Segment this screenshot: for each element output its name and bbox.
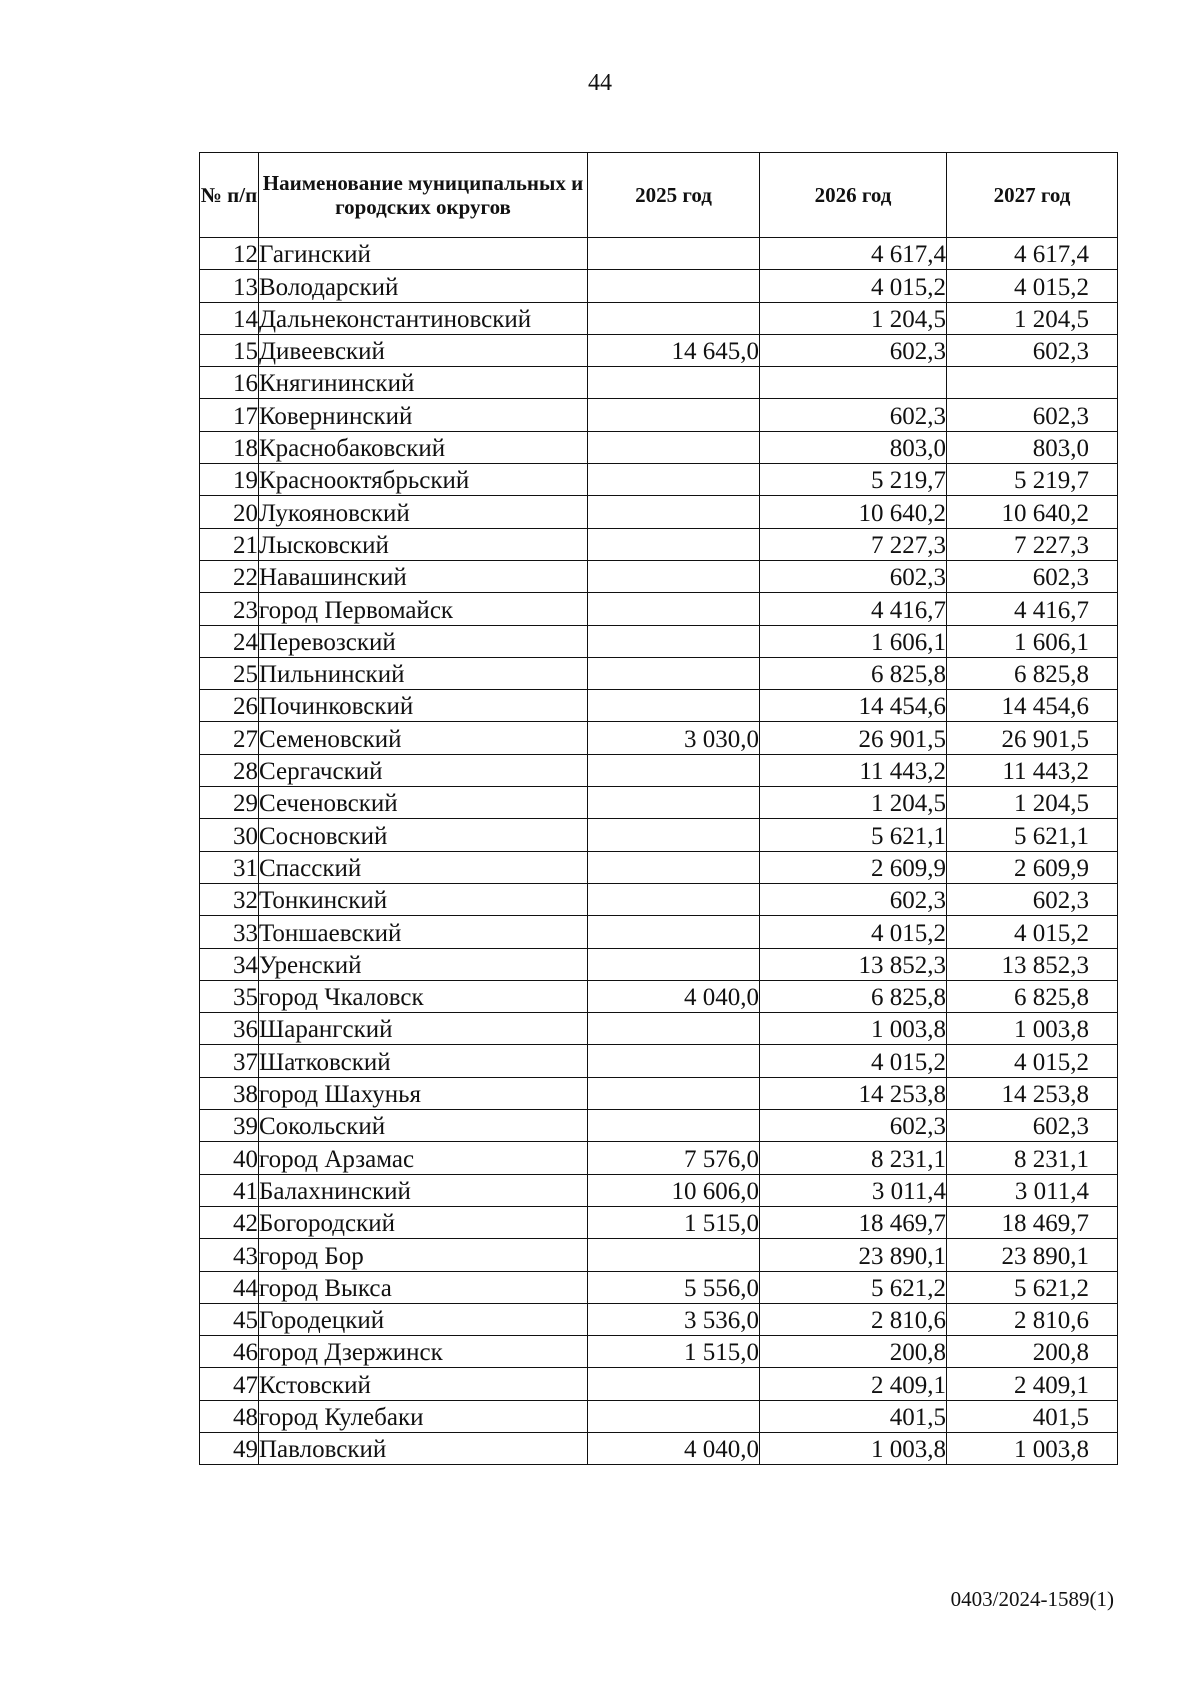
- value-2025: 5 556,0: [588, 1271, 760, 1303]
- table-row: [200, 1336, 1118, 1368]
- table-row: [200, 302, 1118, 334]
- row-number: 27: [200, 722, 259, 754]
- value-2027: 2 810,6: [947, 1303, 1118, 1335]
- row-number: 18: [200, 431, 259, 463]
- header-2026: 2026 год: [760, 153, 947, 238]
- value-2025: 14 645,0: [588, 334, 760, 366]
- row-number: 36: [200, 1013, 259, 1045]
- value-2026: 8 231,1: [760, 1142, 947, 1174]
- district-name: Спасский: [259, 851, 588, 883]
- value-2026: 14 253,8: [760, 1077, 947, 1109]
- header-number: № п/п: [200, 153, 259, 238]
- document-code: 0403/2024-1589(1): [950, 1587, 1114, 1611]
- value-2025: [588, 1013, 760, 1045]
- table-row: [200, 754, 1118, 786]
- header-2025: 2025 год: [588, 153, 760, 238]
- district-name: Дивеевский: [259, 334, 588, 366]
- row-number: 31: [200, 851, 259, 883]
- row-number: 47: [200, 1368, 259, 1400]
- row-number: 13: [200, 270, 259, 302]
- row-number: 32: [200, 883, 259, 915]
- value-2027: 14 454,6: [947, 690, 1118, 722]
- table-row: [200, 1045, 1118, 1077]
- value-2026: 3 011,4: [760, 1174, 947, 1206]
- value-2026: 1 003,8: [760, 1432, 947, 1464]
- value-2025: [588, 883, 760, 915]
- district-name: Тонкинский: [259, 883, 588, 915]
- table-body: [200, 238, 1118, 1465]
- value-2026: 6 825,8: [760, 980, 947, 1012]
- value-2026: 602,3: [760, 334, 947, 366]
- table-row: [200, 1368, 1118, 1400]
- value-2027: 602,3: [947, 883, 1118, 915]
- value-2025: [588, 625, 760, 657]
- value-2026: 5 219,7: [760, 464, 947, 496]
- district-name: город Дзержинск: [259, 1336, 588, 1368]
- value-2027: 4 015,2: [947, 1045, 1118, 1077]
- district-name: Лысковский: [259, 528, 588, 560]
- value-2027: 6 825,8: [947, 657, 1118, 689]
- value-2026: 4 015,2: [760, 916, 947, 948]
- value-2025: 3 030,0: [588, 722, 760, 754]
- district-name: Ковернинский: [259, 399, 588, 431]
- value-2025: [588, 1077, 760, 1109]
- table-row: [200, 1206, 1118, 1238]
- value-2027: 11 443,2: [947, 754, 1118, 786]
- value-2025: [588, 948, 760, 980]
- value-2025: [588, 916, 760, 948]
- district-name: город Бор: [259, 1239, 588, 1271]
- value-2027: 7 227,3: [947, 528, 1118, 560]
- district-name: Кстовский: [259, 1368, 588, 1400]
- value-2025: [588, 819, 760, 851]
- district-name: Тоншаевский: [259, 916, 588, 948]
- value-2027: 602,3: [947, 399, 1118, 431]
- district-name: город Выкса: [259, 1271, 588, 1303]
- district-name: город Кулебаки: [259, 1400, 588, 1432]
- value-2027: 18 469,7: [947, 1206, 1118, 1238]
- row-number: 22: [200, 560, 259, 592]
- table-row: [200, 1271, 1118, 1303]
- value-2025: 4 040,0: [588, 1432, 760, 1464]
- value-2025: [588, 1045, 760, 1077]
- value-2027: [947, 367, 1118, 399]
- table-row: [200, 1400, 1118, 1432]
- value-2026: 18 469,7: [760, 1206, 947, 1238]
- district-name: город Первомайск: [259, 593, 588, 625]
- value-2027: 5 219,7: [947, 464, 1118, 496]
- value-2025: [588, 754, 760, 786]
- table-row: [200, 657, 1118, 689]
- row-number: 41: [200, 1174, 259, 1206]
- row-number: 16: [200, 367, 259, 399]
- value-2027: 14 253,8: [947, 1077, 1118, 1109]
- row-number: 38: [200, 1077, 259, 1109]
- value-2027: 4 015,2: [947, 270, 1118, 302]
- row-number: 24: [200, 625, 259, 657]
- value-2026: 1 606,1: [760, 625, 947, 657]
- row-number: 26: [200, 690, 259, 722]
- value-2026: 4 617,4: [760, 238, 947, 270]
- row-number: 49: [200, 1432, 259, 1464]
- row-number: 43: [200, 1239, 259, 1271]
- value-2025: [588, 399, 760, 431]
- row-number: 14: [200, 302, 259, 334]
- value-2025: [588, 1239, 760, 1271]
- value-2025: [588, 464, 760, 496]
- district-name: Навашинский: [259, 560, 588, 592]
- table-row: [200, 690, 1118, 722]
- district-name: Пильнинский: [259, 657, 588, 689]
- value-2026: 401,5: [760, 1400, 947, 1432]
- value-2027: 5 621,1: [947, 819, 1118, 851]
- row-number: 28: [200, 754, 259, 786]
- table-header: [200, 153, 1118, 238]
- table-row: [200, 1013, 1118, 1045]
- district-name: Гагинский: [259, 238, 588, 270]
- value-2027: 3 011,4: [947, 1174, 1118, 1206]
- value-2025: 1 515,0: [588, 1336, 760, 1368]
- table-row: [200, 1303, 1118, 1335]
- table-row: [200, 1432, 1118, 1464]
- value-2026: 4 015,2: [760, 1045, 947, 1077]
- district-name: город Чкаловск: [259, 980, 588, 1012]
- district-name: Княгининский: [259, 367, 588, 399]
- table-row: [200, 916, 1118, 948]
- district-name: Городецкий: [259, 1303, 588, 1335]
- district-name: Перевозский: [259, 625, 588, 657]
- row-number: 44: [200, 1271, 259, 1303]
- value-2027: 401,5: [947, 1400, 1118, 1432]
- district-name: город Арзамас: [259, 1142, 588, 1174]
- row-number: 33: [200, 916, 259, 948]
- value-2027: 26 901,5: [947, 722, 1118, 754]
- table-row: [200, 238, 1118, 270]
- value-2026: 4 015,2: [760, 270, 947, 302]
- value-2026: 602,3: [760, 560, 947, 592]
- value-2027: 13 852,3: [947, 948, 1118, 980]
- table-row: [200, 1077, 1118, 1109]
- value-2025: [588, 367, 760, 399]
- table-row: [200, 496, 1118, 528]
- value-2027: 4 416,7: [947, 593, 1118, 625]
- row-number: 19: [200, 464, 259, 496]
- table-row: [200, 270, 1118, 302]
- table-row: [200, 367, 1118, 399]
- row-number: 30: [200, 819, 259, 851]
- row-number: 35: [200, 980, 259, 1012]
- value-2027: 10 640,2: [947, 496, 1118, 528]
- value-2025: [588, 238, 760, 270]
- value-2025: [588, 431, 760, 463]
- table-row: [200, 593, 1118, 625]
- value-2026: 602,3: [760, 399, 947, 431]
- table-row: [200, 980, 1118, 1012]
- row-number: 25: [200, 657, 259, 689]
- value-2025: 1 515,0: [588, 1206, 760, 1238]
- district-name: Дальнеконстантиновский: [259, 302, 588, 334]
- row-number: 42: [200, 1206, 259, 1238]
- value-2027: 1 204,5: [947, 787, 1118, 819]
- value-2026: 602,3: [760, 883, 947, 915]
- row-number: 21: [200, 528, 259, 560]
- value-2025: [588, 528, 760, 560]
- value-2025: [588, 302, 760, 334]
- value-2026: 5 621,2: [760, 1271, 947, 1303]
- table-row: [200, 1239, 1118, 1271]
- row-number: 45: [200, 1303, 259, 1335]
- value-2026: 26 901,5: [760, 722, 947, 754]
- district-name: Сергачский: [259, 754, 588, 786]
- district-name: Сокольский: [259, 1110, 588, 1142]
- row-number: 34: [200, 948, 259, 980]
- value-2025: [588, 787, 760, 819]
- value-2026: 10 640,2: [760, 496, 947, 528]
- table-row: [200, 625, 1118, 657]
- value-2027: 6 825,8: [947, 980, 1118, 1012]
- district-name: Володарский: [259, 270, 588, 302]
- value-2026: 602,3: [760, 1110, 947, 1142]
- district-name: Шатковский: [259, 1045, 588, 1077]
- table-row: [200, 1110, 1118, 1142]
- row-number: 37: [200, 1045, 259, 1077]
- value-2027: 8 231,1: [947, 1142, 1118, 1174]
- district-name: Краснооктябрьский: [259, 464, 588, 496]
- value-2025: [588, 560, 760, 592]
- value-2026: 1 003,8: [760, 1013, 947, 1045]
- value-2027: 1 003,8: [947, 1432, 1118, 1464]
- table-row: [200, 1142, 1118, 1174]
- value-2025: [588, 851, 760, 883]
- table-row: [200, 399, 1118, 431]
- value-2026: [760, 367, 947, 399]
- value-2025: [588, 690, 760, 722]
- district-name: Семеновский: [259, 722, 588, 754]
- row-number: 48: [200, 1400, 259, 1432]
- row-number: 17: [200, 399, 259, 431]
- value-2026: 7 227,3: [760, 528, 947, 560]
- header-name: Наименование муниципальных и городских округов: [259, 153, 588, 238]
- header-row: [200, 153, 1118, 238]
- value-2026: 23 890,1: [760, 1239, 947, 1271]
- value-2026: 803,0: [760, 431, 947, 463]
- value-2027: 602,3: [947, 334, 1118, 366]
- value-2027: 2 409,1: [947, 1368, 1118, 1400]
- value-2027: 803,0: [947, 431, 1118, 463]
- table-row: [200, 722, 1118, 754]
- value-2027: 602,3: [947, 560, 1118, 592]
- value-2026: 11 443,2: [760, 754, 947, 786]
- value-2026: 5 621,1: [760, 819, 947, 851]
- value-2025: 10 606,0: [588, 1174, 760, 1206]
- value-2027: 602,3: [947, 1110, 1118, 1142]
- value-2025: [588, 1110, 760, 1142]
- value-2027: 23 890,1: [947, 1239, 1118, 1271]
- district-name: Сеченовский: [259, 787, 588, 819]
- table-row: [200, 883, 1118, 915]
- district-name: Лукояновский: [259, 496, 588, 528]
- value-2026: 13 852,3: [760, 948, 947, 980]
- value-2025: [588, 657, 760, 689]
- value-2027: 1 606,1: [947, 625, 1118, 657]
- row-number: 20: [200, 496, 259, 528]
- value-2026: 2 810,6: [760, 1303, 947, 1335]
- value-2026: 14 454,6: [760, 690, 947, 722]
- value-2025: 7 576,0: [588, 1142, 760, 1174]
- value-2025: [588, 593, 760, 625]
- district-name: город Шахунья: [259, 1077, 588, 1109]
- value-2027: 1 003,8: [947, 1013, 1118, 1045]
- district-name: Богородский: [259, 1206, 588, 1238]
- district-name: Шарангский: [259, 1013, 588, 1045]
- row-number: 39: [200, 1110, 259, 1142]
- district-name: Краснобаковский: [259, 431, 588, 463]
- row-number: 12: [200, 238, 259, 270]
- value-2027: 2 609,9: [947, 851, 1118, 883]
- value-2025: 3 536,0: [588, 1303, 760, 1335]
- value-2027: 5 621,2: [947, 1271, 1118, 1303]
- row-number: 23: [200, 593, 259, 625]
- table-row: [200, 334, 1118, 366]
- page-number: 44: [588, 70, 612, 96]
- value-2026: 200,8: [760, 1336, 947, 1368]
- value-2027: 1 204,5: [947, 302, 1118, 334]
- district-name: Уренский: [259, 948, 588, 980]
- value-2026: 2 409,1: [760, 1368, 947, 1400]
- row-number: 40: [200, 1142, 259, 1174]
- table-row: [200, 560, 1118, 592]
- value-2025: 4 040,0: [588, 980, 760, 1012]
- table-row: [200, 1174, 1118, 1206]
- district-name: Сосновский: [259, 819, 588, 851]
- value-2026: 6 825,8: [760, 657, 947, 689]
- table-row: [200, 431, 1118, 463]
- value-2026: 4 416,7: [760, 593, 947, 625]
- value-2025: [588, 270, 760, 302]
- allocation-table: [199, 152, 1118, 1465]
- value-2025: [588, 1368, 760, 1400]
- row-number: 29: [200, 787, 259, 819]
- value-2026: 2 609,9: [760, 851, 947, 883]
- value-2025: [588, 496, 760, 528]
- value-2026: 1 204,5: [760, 787, 947, 819]
- value-2027: 200,8: [947, 1336, 1118, 1368]
- row-number: 15: [200, 334, 259, 366]
- value-2027: 4 015,2: [947, 916, 1118, 948]
- table-row: [200, 948, 1118, 980]
- table-row: [200, 819, 1118, 851]
- district-name: Балахнинский: [259, 1174, 588, 1206]
- row-number: 46: [200, 1336, 259, 1368]
- table-row: [200, 464, 1118, 496]
- value-2027: 4 617,4: [947, 238, 1118, 270]
- district-name: Павловский: [259, 1432, 588, 1464]
- table-row: [200, 851, 1118, 883]
- table-row: [200, 787, 1118, 819]
- value-2026: 1 204,5: [760, 302, 947, 334]
- district-name: Починковский: [259, 690, 588, 722]
- header-2027: 2027 год: [947, 153, 1118, 238]
- table-row: [200, 528, 1118, 560]
- value-2025: [588, 1400, 760, 1432]
